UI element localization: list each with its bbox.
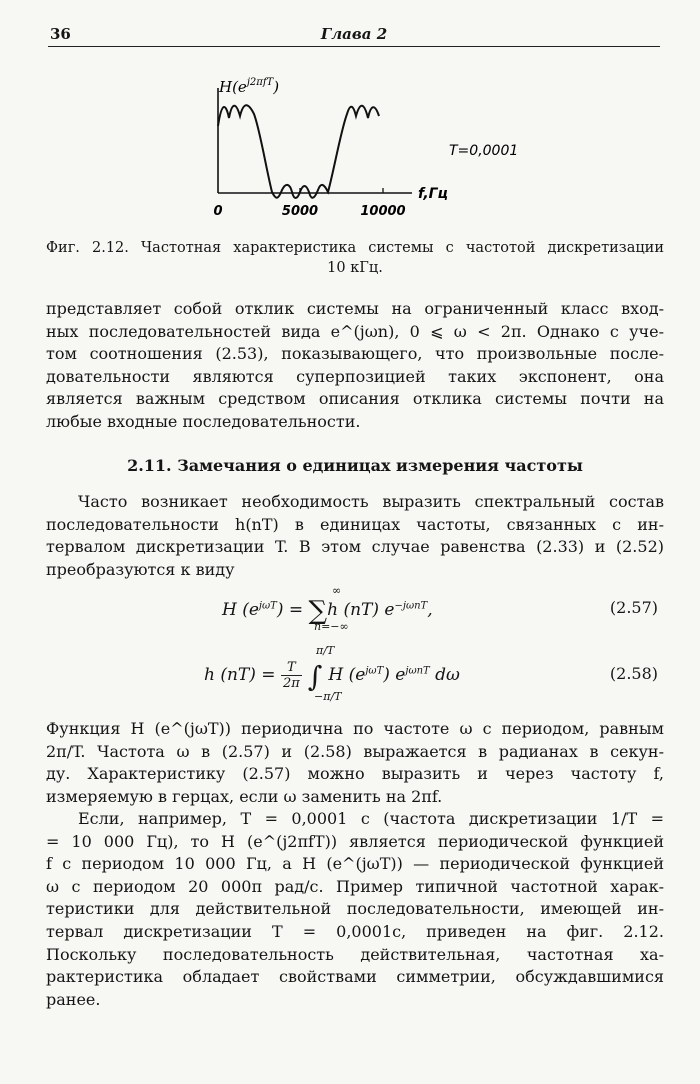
integral-symbol: ∫: [307, 660, 323, 693]
paragraph-2: [46, 491, 664, 581]
chapter-title: Глава 2: [320, 25, 388, 43]
text-line: Если, например, T = 0,0001 с (частота дискретизации 1/T =: [78, 809, 664, 828]
tick-label-5000: 5000: [281, 204, 319, 219]
text-line: последовательности h(nT) в единицах частоты, связанных с ин-: [46, 514, 664, 534]
text-line: = 10 000 Гц), то H (e^(j2πfT)) является периодической функцией: [46, 831, 664, 851]
text-line: ранее.: [46, 989, 101, 1009]
text-line: Поскольку последовательность действительная, частотная ха-: [46, 944, 664, 964]
equation-number: (2.58): [609, 664, 658, 683]
equation-2-57: H $(e^{j\omega T}) = \sum h$ (nT) $e^{-j\omega nT}$,: [222, 596, 433, 626]
section-heading: 2.11. Замечания о единицах измерения частоты: [127, 456, 583, 475]
text-line: 2π/T. Частота ω в (2.57) и (2.58) выражается в радианах в секун-: [46, 741, 664, 761]
sum-lower-limit: n=−∞: [314, 620, 349, 633]
text-line: f с периодом 10 000 Гц, а H (e^(jωT)) — периодической функцией: [46, 854, 664, 874]
y-axis-label: $H(e^{j2\pi fT})$: [219, 77, 280, 96]
caption-line: Фиг. 2.12. Частотная характеристика системы с частотой дискретизации: [46, 240, 664, 256]
figure-caption: [46, 238, 664, 278]
text-line: том соотношения (2.53), показывающего, что произвольные после-: [46, 344, 664, 364]
paragraph-1: [46, 298, 664, 434]
tick-label-0: 0: [213, 204, 223, 219]
text-line: тервалом дискретизации T. В этом случае равенства (2.33) и (2.52): [46, 537, 664, 557]
tick-label-10000: 10000: [360, 204, 406, 219]
text-line: представляет собой отклик системы на ограниченный класс вход-: [46, 299, 664, 318]
integral-lower-limit: −π/T: [314, 690, 342, 703]
sum-upper-limit: ∞: [332, 584, 342, 597]
equation-2-58: h (nT) = $\frac{T}{2\pi}$ ∫ H $(e^{j\omega T})$ $e^{j\omega nT}$ dω: [204, 660, 460, 693]
x-axis-label: f,Гц: [418, 186, 448, 202]
integral-upper-limit: π/T: [316, 644, 335, 657]
text-line: является важным средством описания отклика системы почти на: [46, 389, 664, 409]
response-curve: [218, 105, 379, 198]
text-line: довательности являются суперпозицией таких экспонент, она: [46, 366, 664, 386]
equation-number: (2.57): [609, 598, 658, 617]
sum-symbol: ∑: [308, 596, 328, 626]
text-line: ω с периодом 20 000π рад/с. Пример типичной частотной харак-: [46, 876, 664, 896]
text-line: ду. Характеристику (2.57) можно выразить и через частоту f,: [46, 764, 664, 784]
fraction: $\frac{T}{2\pi}$: [282, 660, 300, 691]
text-line: измеряемую в герцах, если ω заменить на 2πf.: [46, 786, 443, 806]
text-line: Часто возникает необходимость выразить спектральный состав: [78, 492, 664, 511]
text-line: ных последовательностей вида e^(jωn), 0 ⩽ ω < 2π. Однако с уче-: [46, 321, 664, 341]
caption-line: 10 кГц.: [327, 260, 383, 276]
paragraph-3: [46, 718, 664, 808]
page-number: 36: [50, 25, 71, 43]
text-line: преобразуются к виду: [46, 559, 235, 579]
text-line: любые входные последовательности.: [46, 411, 361, 431]
text-line: тервал дискретизации T = 0,0001с, приведен на фиг. 2.12.: [46, 921, 664, 941]
text-line: рактеристика обладает свойствами симметрии, обсуждавшимися: [46, 967, 664, 987]
period-parameter: T=0,0001: [449, 143, 519, 159]
text-line: Функция H (e^(jωT)) периодична по частоте ω с периодом, равным: [46, 719, 664, 738]
paragraph-4: [46, 808, 664, 1011]
text-line: теристики для действительной последовательности, имеющей ин-: [46, 899, 664, 919]
